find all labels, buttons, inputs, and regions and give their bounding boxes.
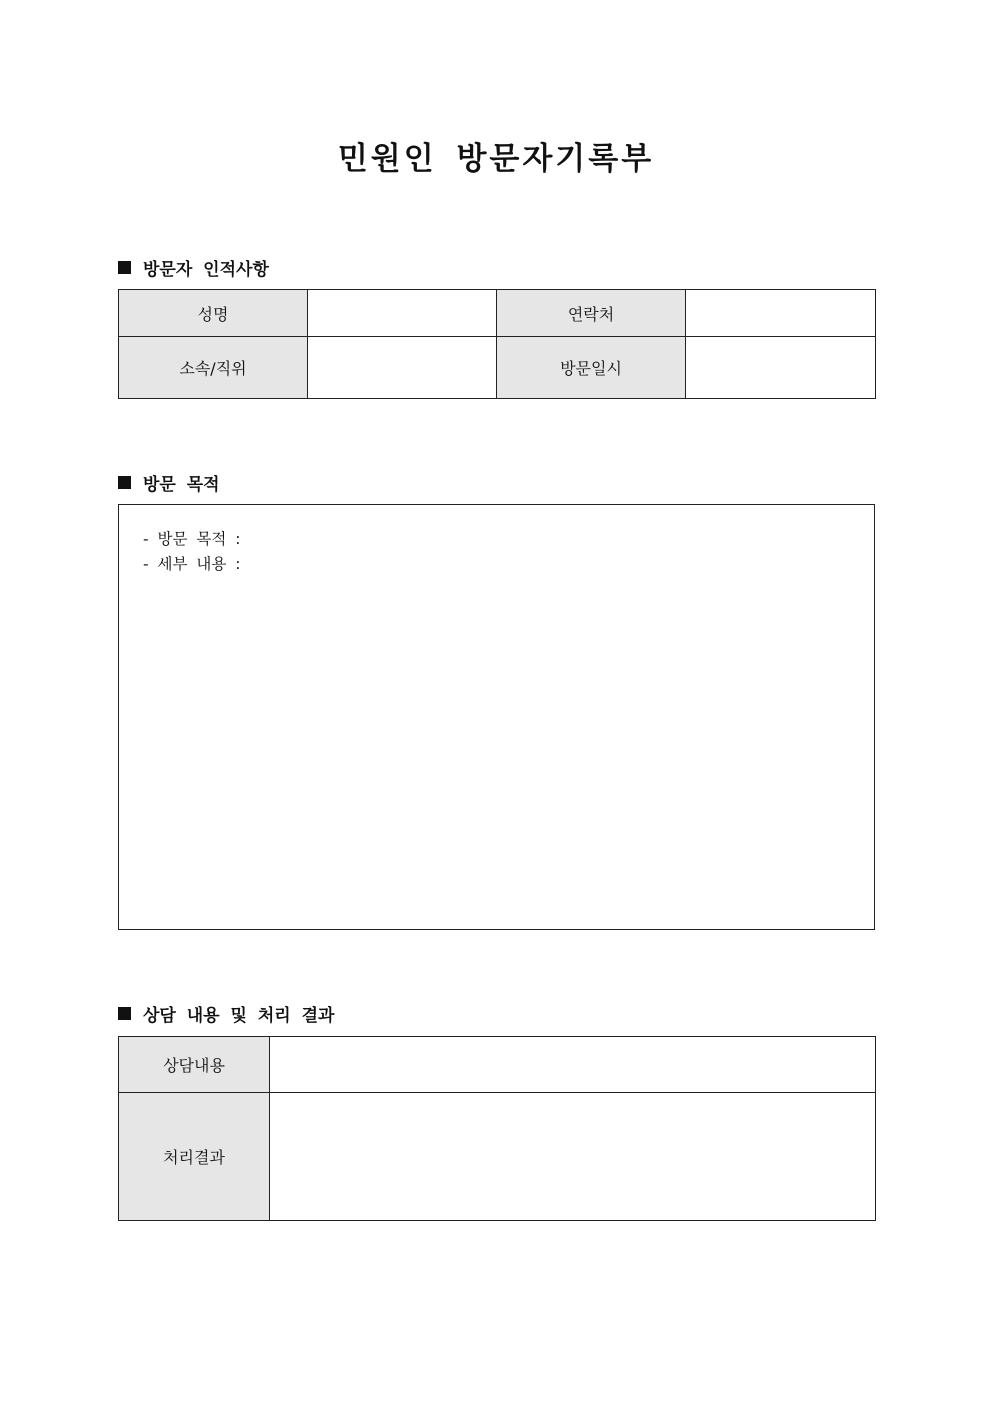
square-bullet-icon (118, 261, 131, 274)
purpose-line: - 방문 목적 : (143, 530, 241, 548)
affiliation-field[interactable] (308, 337, 497, 399)
consultation-content-field[interactable] (270, 1037, 876, 1093)
consultation-content-label: 상담내용 (119, 1037, 270, 1093)
section-visitor-info-title: 방문자 인적사항 (143, 260, 269, 280)
processing-result-label: 처리결과 (119, 1093, 270, 1221)
name-label: 성명 (119, 290, 308, 337)
visit-datetime-label: 방문일시 (497, 337, 686, 399)
section-visitor-info-heading (118, 255, 269, 280)
affiliation-label: 소속/직위 (119, 337, 308, 399)
square-bullet-icon (118, 1007, 131, 1020)
square-bullet-icon (118, 476, 131, 489)
contact-field[interactable] (686, 290, 876, 337)
consultation-table (118, 1036, 876, 1221)
name-field[interactable] (308, 290, 497, 337)
visit-datetime-field[interactable] (686, 337, 876, 399)
page-title: 민원인 방문자기록부 (337, 141, 655, 177)
section-visit-purpose-heading (118, 470, 220, 495)
visit-purpose-box[interactable] (118, 504, 875, 930)
section-visit-purpose-title: 방문 목적 (143, 475, 220, 495)
processing-result-field[interactable] (270, 1093, 876, 1221)
contact-label: 연락처 (497, 290, 686, 337)
detail-line: - 세부 내용 : (143, 555, 241, 573)
section-consultation-heading (118, 1001, 334, 1026)
visitor-info-table (118, 289, 876, 399)
section-consultation-title: 상담 내용 및 처리 결과 (143, 1006, 335, 1026)
